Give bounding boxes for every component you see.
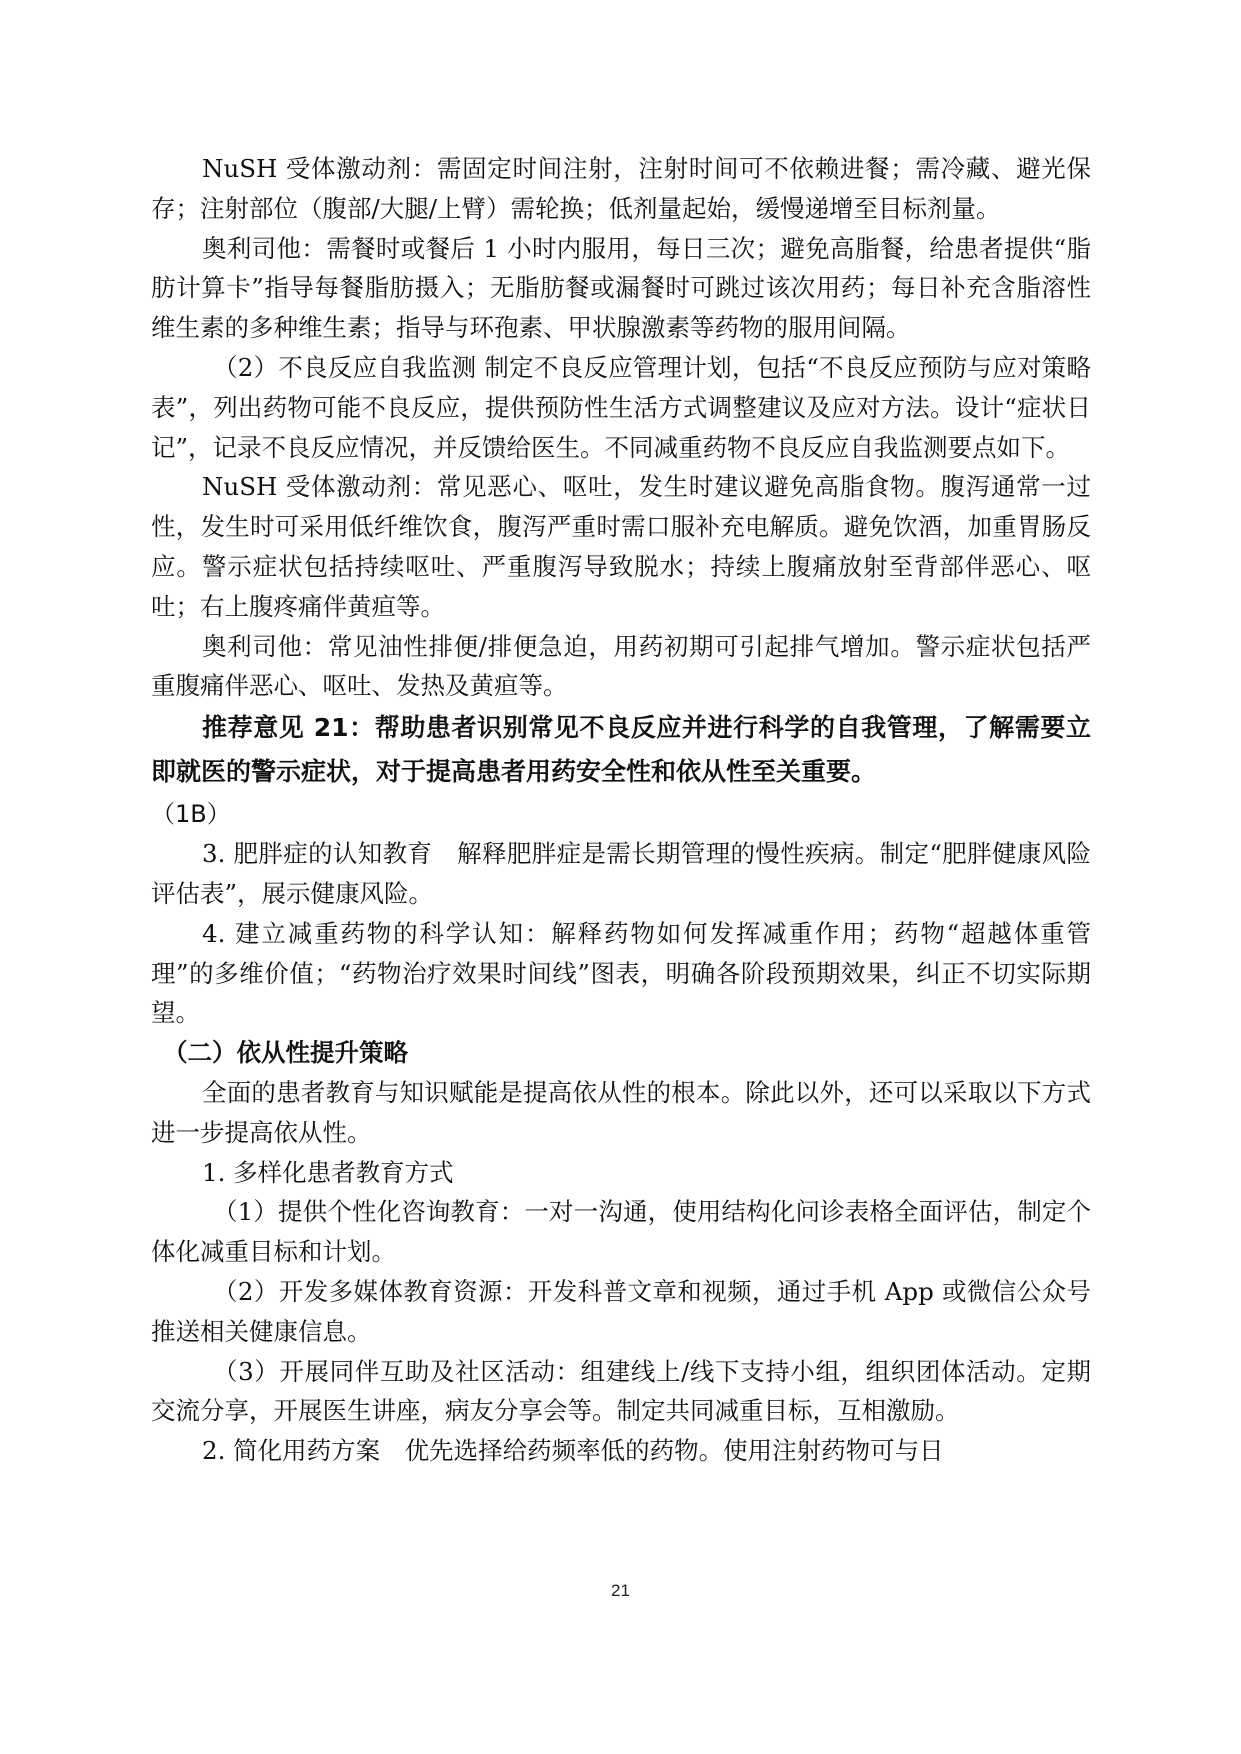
- paragraph-orlistat-usage: 奥利司他：需餐时或餐后 1 小时内服用，每日三次；避免高脂餐，给患者提供“脂肪计算卡”指导每餐脂肪摄入；无脂肪餐或漏餐时可跳过该次用药；每日补充含脂溶性维生素的多种维生素；指导与环孢素、甲状腺激素等药物的服用间隔。: [151, 233, 1091, 343]
- paragraph-multimedia: （2）开发多媒体教育资源：开发科普文章和视频，通过手机 App 或微信公众号推送相关健康信息。: [151, 1276, 1091, 1346]
- paragraph-personal-counsel: （1）提供个性化咨询教育：一对一沟通，使用结构化问诊表格全面评估，制定个体化减重目标和计划。: [151, 1197, 1091, 1267]
- paragraph-peer-support: （3）开展同伴互助及社区活动：组建线上/线下支持小组，组织团体活动。定期交流分享，开展医生讲座，病友分享会等。制定共同减重目标，互相激励。: [151, 1356, 1091, 1426]
- paragraph-adverse-monitoring: （2）不良反应自我监测 制定不良反应管理计划，包括“不良反应预防与应对策略表”，列出药物可能不良反应，提供预防性生活方式调整建议及应对方法。设计“症状日记”，记录不良反应情况，并反馈给医生。不同减重药物不良反应自我监测要点如下。: [151, 352, 1091, 462]
- paragraph-obesity-cognition: 3. 肥胖症的认知教育 解释肥胖症是需长期管理的慢性疾病。制定“肥胖健康风险评估表”，展示健康风险。: [151, 839, 1091, 908]
- paragraph-drug-cognition: 4. 建立减重药物的科学认知：解释药物如何发挥减重作用；药物“超越体重管理”的多维价值；“药物治疗效果时间线”图表，明确各阶段预期效果，纠正不切实际期望。: [151, 918, 1091, 1028]
- body-text: [151, 149, 1091, 1471]
- paragraph-orlistat-adverse: 奥利司他：常见油性排便/排便急迫，用药初期可引起排气增加。警示症状包括严重腹痛伴恶心、呕吐、发热及黄疸等。: [151, 631, 1091, 701]
- paragraph-adherence-intro: 全面的患者教育与知识赋能是提高依从性的根本。除此以外，还可以采取以下方式进一步提高依从性。: [151, 1077, 1091, 1147]
- paragraph-diverse-education: 1. 多样化患者教育方式: [202, 1157, 454, 1187]
- recommendation-21: 推荐意见 21：帮助患者识别常见不良反应并进行科学的自我管理，了解需要立即就医的警示症状，对于提高患者用药安全性和依从性至关重要。: [151, 713, 1091, 787]
- section-heading: （二）依从性提升策略: [163, 1038, 408, 1068]
- recommendation-grade: （1B）: [151, 800, 231, 829]
- page-number: 21: [611, 1581, 630, 1600]
- paragraph-nush-adverse: NuSH 受体激动剂：常见恶心、呕吐，发生时建议避免高脂食物。腹泻通常一过性，发生时可采用低纤维饮食，腹泻严重时需口服补充电解质。避免饮酒，加重胃肠反应。警示症状包括持续呕吐、严重腹泻导致脱水；持续上腹痛放射至背部伴恶心、呕吐；右上腹疼痛伴黄疸等。: [151, 472, 1091, 621]
- paragraph-nush-usage: NuSH 受体激动剂：需固定时间注射，注射时间可不依赖进餐；需冷藏、避光保存；注射部位（腹部/大腿/上臂）需轮换；低剂量起始，缓慢递增至目标剂量。: [151, 154, 1091, 223]
- paragraph-simplify-regimen: 2. 简化用药方案 优先选择给药频率低的药物。使用注射药物可与日: [202, 1436, 944, 1466]
